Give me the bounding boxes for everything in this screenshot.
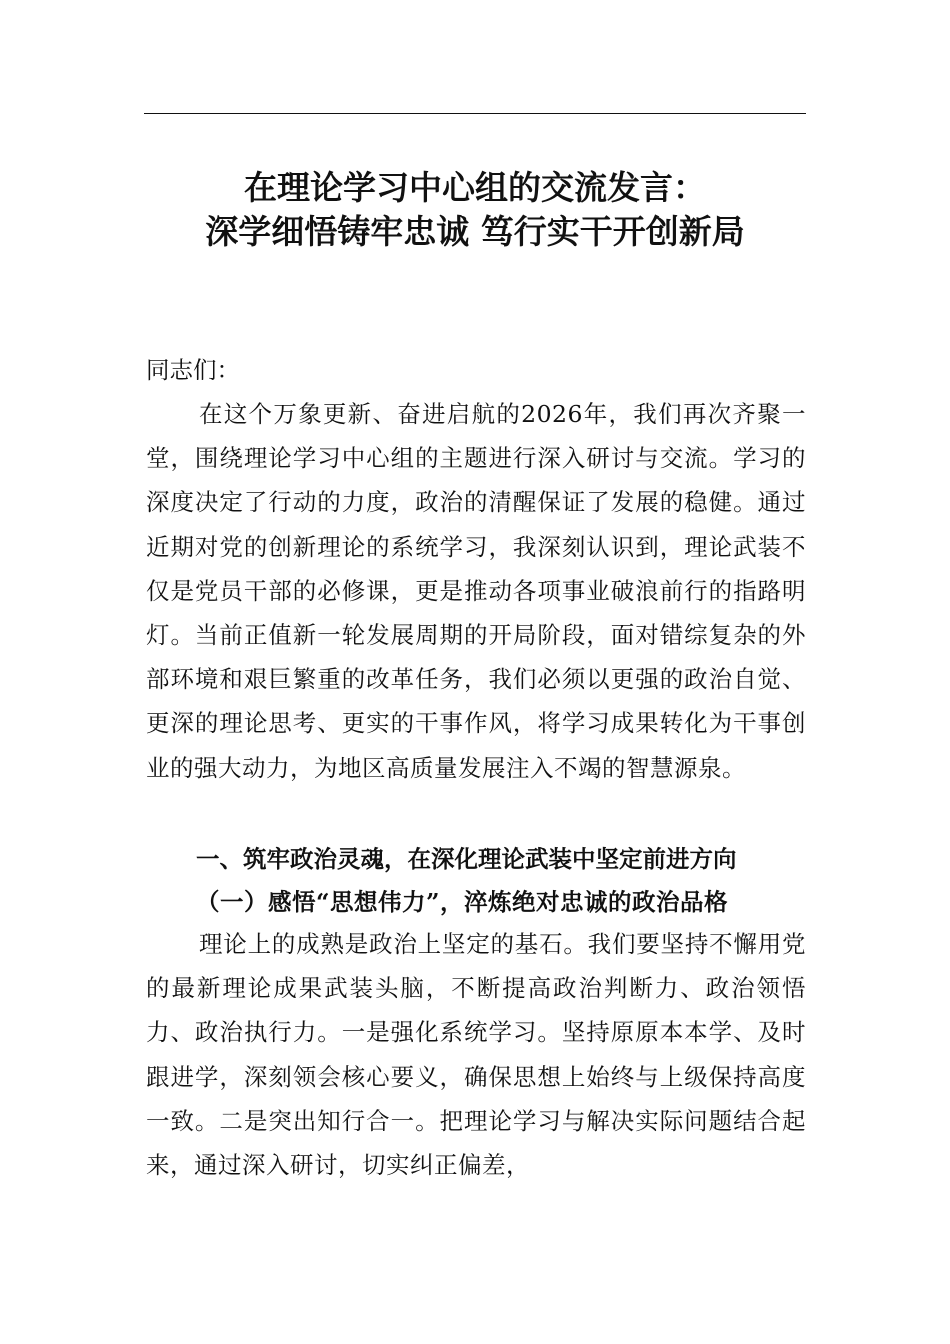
title-line-1: 在理论学习中心组的交流发言： (244, 168, 706, 207)
subsection-heading-1: （一）感悟“思想伟力”，淬炼绝对忠诚的政治品格 (196, 888, 729, 916)
title-line-2: 深学细悟铸牢忠诚 笃行实干开创新局 (205, 212, 745, 251)
section-heading-1: 一、筑牢政治灵魂，在深化理论武装中坚定前进方向 (196, 845, 737, 873)
header-rule (144, 113, 806, 114)
paragraph-theory: 理论上的成熟是政治上坚定的基石。我们要坚持不懈用党的最新理论成果武装头脑，不断提高政治判断力、政治领悟力、政治执行力。一是强化系统学习。坚持原原本本学、及时跟进学，深刻领会核心要义，确保思想上始终与上级保持高度一致。二是突出知行合一。把理论学习与解决实际问题结合起来，通过深入研讨，切实纠正偏差， (146, 930, 806, 1180)
paragraph-intro: 在这个万象更新、奋进启航的2026年，我们再次齐聚一堂，围绕理论学习中心组的主题进行深入研讨与交流。学习的深度决定了行动的力度，政治的清醒保证了发展的稳健。通过近期对党的创新理论的系统学习，我深刻认识到，理论武装不仅是党员干部的必修课，更是推动各项事业破浪前行的指路明灯。当前正值新一轮发展周期的开局阶段，面对错综复杂的外部环境和艰巨繁重的改革任务，我们必须以更强的政治自觉、更深的理论思考、更实的干事作风，将学习成果转化为干事创业的强大动力，为地区高质量发展注入不竭的智慧源泉。 (146, 400, 806, 782)
salutation: 同志们： (146, 356, 240, 384)
